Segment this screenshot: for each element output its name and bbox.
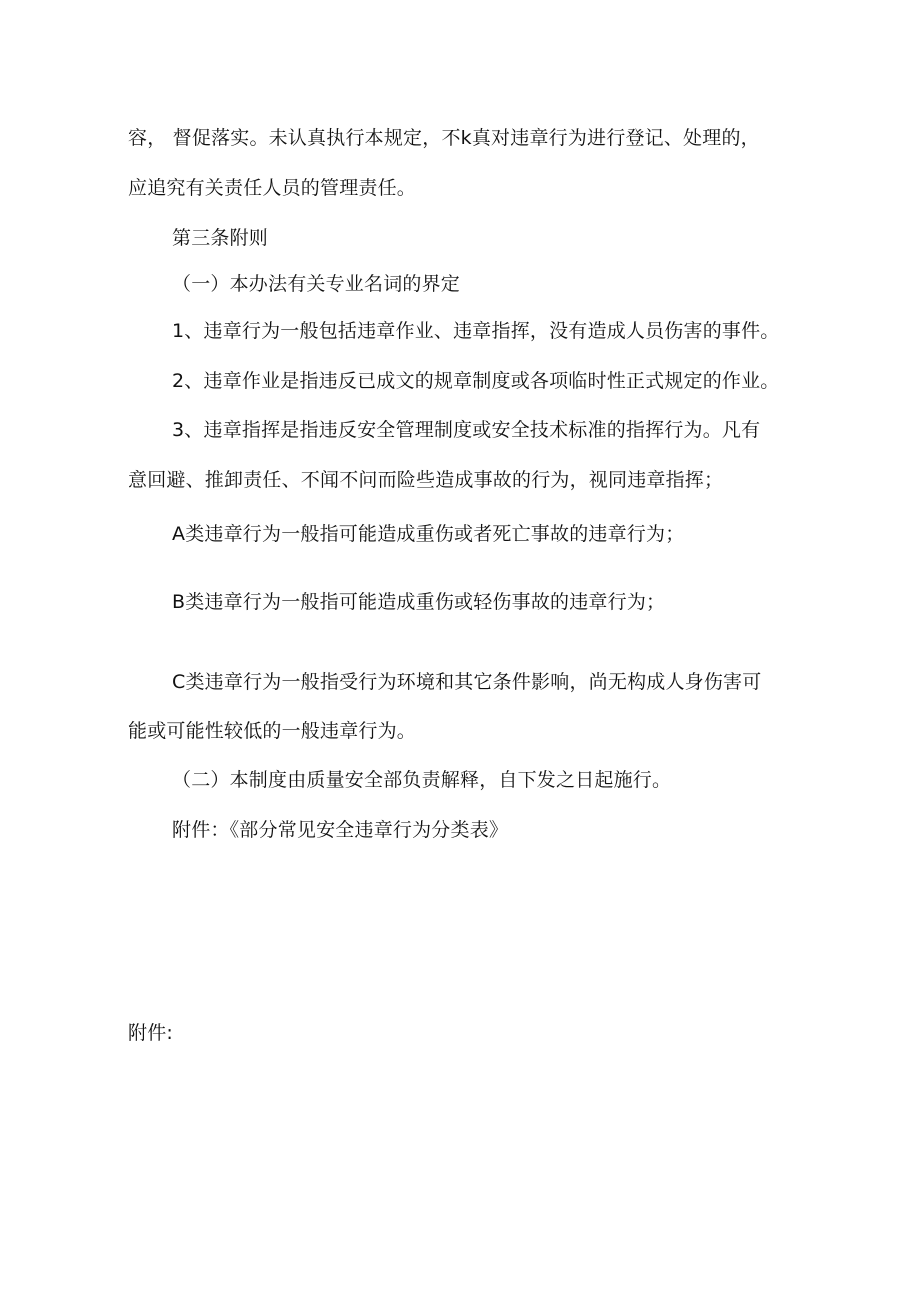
section-heading: （二）本制度由质量安全部负责解释，自下发之日起施行。 [172,769,672,791]
attachment-reference: 附件：《部分常见安全违章行为分类表》 [172,819,509,841]
paragraph-line: 容， 督促落实。未认真执行本规定，不k真对违章行为进行登记、处理的， [128,127,760,149]
paragraph-line: 能或可能性较低的一般违章行为。 [128,720,417,742]
attachment-label: 附件: [128,1022,174,1044]
list-item: 3、违章指挥是指违反安全管理制度或安全技术标准的指挥行为。凡有 [172,419,761,441]
category-b-line: B类违章行为一般指可能造成重伤或轻伤事故的违章行为； [172,591,666,613]
paragraph-line: 意回避、推卸责任、不闻不问而险些造成事故的行为，视同违章指挥； [128,469,724,491]
article-heading: 第三条附则 [172,227,269,249]
category-a-line: A类违章行为一般指可能造成重伤或者死亡事故的违章行为； [172,523,685,545]
section-heading: （一）本办法有关专业名词的界定 [172,273,461,295]
category-c-line: C类违章行为一般指受行为环境和其它条件影响，尚无构成人身伤害可 [172,671,762,693]
list-item: 1、违章行为一般包括违章作业、违章指挥，没有造成人员伤害的事件。 [172,320,780,342]
paragraph-line: 应追究有关责任人员的管理责任。 [128,177,417,199]
list-item: 2、违章作业是指违反已成文的规章制度或各项临时性正式规定的作业。 [172,370,780,392]
